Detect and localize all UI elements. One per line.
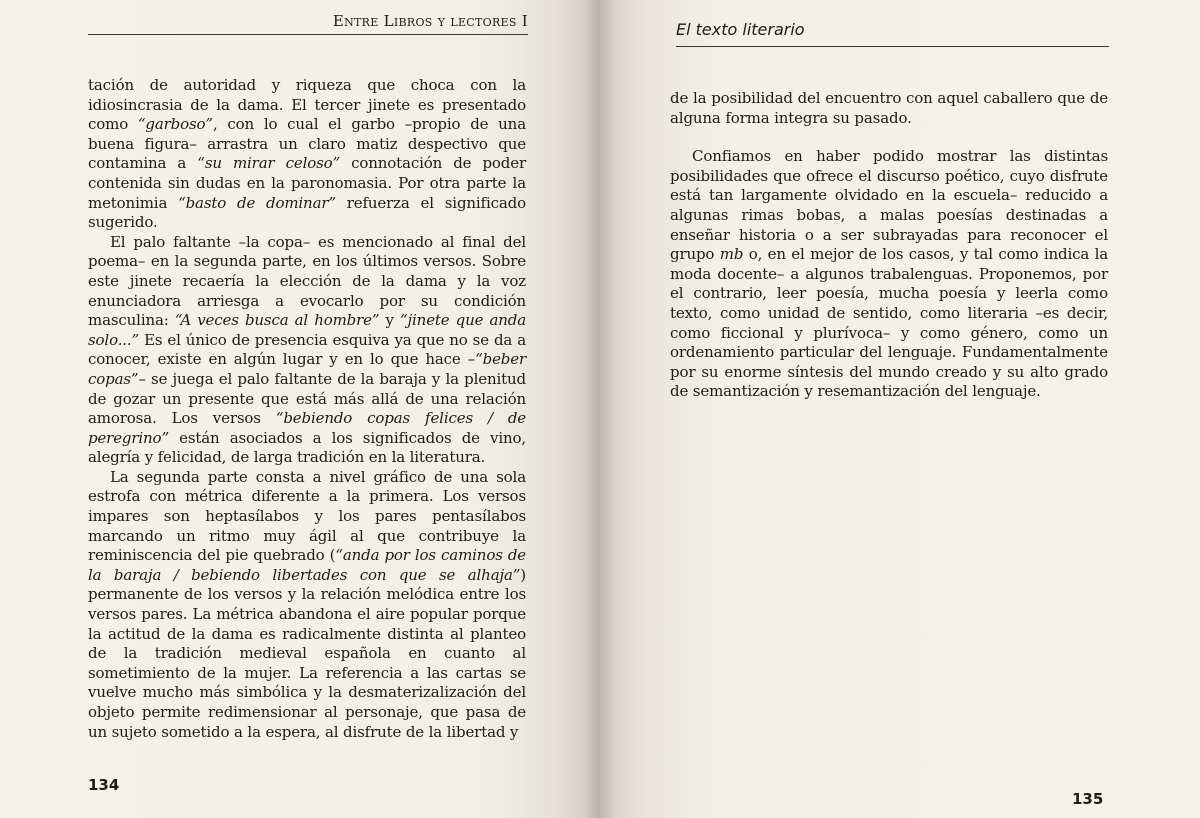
- right-paragraph-1: [670, 89, 1108, 128]
- right-paragraph-2: [670, 147, 1108, 402]
- left-paragraph-2-run-3: y: [379, 311, 401, 330]
- right-page-number: 135: [1072, 790, 1104, 808]
- left-page-number: 134: [88, 776, 120, 794]
- left-paragraph-1-run-2: “garboso”: [137, 115, 213, 134]
- left-paragraph-2-run-9: están asociados a los significados de vino, alegría y felicidad, de larga tradición en la literatura.: [88, 428, 526, 467]
- left-paragraph-2-run-5: Es el único de presencia esquiva ya que no se da a conocer, existe en algún lugar y en lo que hace: [88, 330, 526, 369]
- book-gutter: [584, 0, 616, 818]
- left-paragraph-2-run-8: “bebiendo copas felices / de peregrino”: [88, 409, 527, 447]
- left-paragraph-2-run-1: El palo faltante –la copa– es mencionado al final del poema– en la segunda parte, en los últimos versos. Sobre este jinete recaería la elección de la dama y la voz enunciadora arriesga a evocarlo por su condición masculina:: [88, 232, 526, 330]
- left-paragraph-2-run-6: –“beber copas”–: [88, 350, 526, 388]
- left-paragraph-1-run-1: tación de autoridad y riqueza que choca con la idiosincrasia de la dama. El tercer jinete es presentado como: [88, 76, 526, 134]
- left-paragraph-2-run-2: “A veces busca al hombre”: [174, 311, 380, 330]
- left-paragraph-3: [88, 468, 526, 742]
- right-body-text: [670, 89, 1108, 402]
- right-paragraph-2-run-1: Confiamos en haber podido mostrar las distintas posibilidades que ofrece el discurso poético, cuyo disfrute está tan largamente olvidado en la escuela– reducido a algunas rimas bobas, a malas poesías destinadas a enseñar historia o a ser subrayadas para reconocer el grupo: [670, 147, 1108, 264]
- right-running-head: El texto literario: [676, 20, 805, 39]
- left-paragraph-3-run-1: La segunda parte consta a nivel gráfico de una sola estrofa con métrica diferente a la primera. Los versos impares son heptasílabos y los pares pentasílabos marcando un ritmo muy ágil al que contribuye la reminiscencia del pie quebrado (: [88, 467, 526, 565]
- left-running-head: Entre Libros y lectores I: [332, 12, 528, 30]
- left-paragraph-2-run-4: “jinete que anda solo...”: [88, 311, 527, 349]
- left-paragraph-1: [88, 76, 526, 233]
- left-paragraph-1-run-3: , con lo cual el garbo –propio de una buena figura– arrastra un claro matiz despectivo que contamina a: [88, 115, 526, 173]
- right-paragraph-2-run-2: mb: [719, 245, 744, 264]
- left-paragraph-1-run-7: refuerza el significado sugerido.: [88, 193, 526, 232]
- left-header-rule: [88, 34, 528, 35]
- left-paragraph-1-run-6: “basto de dominar”: [178, 193, 336, 212]
- left-paragraph-1-run-5: connotación de poder contenida sin dudas en la paronomasia. Por otra parte la metonimia: [88, 154, 526, 212]
- left-paragraph-3-run-2: “anda por los caminos de la baraja / bebiendo libertades con que se alhaja”: [88, 546, 526, 584]
- right-paragraph-1-run-1: de la posibilidad del encuentro con aquel caballero que de alguna forma integra su pasado.: [670, 89, 1108, 127]
- left-paragraph-3-run-3: ) permanente de los versos y la relación melódica entre los versos pares. La métrica abandona el aire popular porque la actitud de la dama es radicalmente distinta al planteo de la tradición medieval española en cuanto al sometimiento de la mujer. La referencia a las cartas se vuelve mucho más simbólica y la desmaterizalización del objeto permite redimensionar al personaje, que pasa de un sujeto sometido a la espera, al disfrute de la libertad y: [88, 565, 526, 741]
- right-header-rule: [676, 46, 1109, 47]
- left-paragraph-1-run-4: “su mirar celoso”: [197, 154, 341, 173]
- left-body-text: [88, 76, 526, 742]
- left-paragraph-2-run-7: se juega el palo faltante de la baraja y la plenitud de gozar un presente que está más allá de una relación amorosa. Los versos: [88, 369, 526, 428]
- left-paragraph-2: [88, 233, 526, 468]
- right-paragraph-2-run-3: o, en el mejor de los casos, y tal como indica la moda docente– a algunos trabalenguas. Proponemos, por el contrario, leer poesía, mucha poesía y leerla como texto, como unidad de sentido, como literaria –es decir, como ficcional y plurívoca– y como género, como un ordenamiento particular del lenguaje. Fundamentalmente por su enorme síntesis del mundo creado y su alto grado de semantización y resemantización del lenguaje.: [670, 245, 1109, 401]
